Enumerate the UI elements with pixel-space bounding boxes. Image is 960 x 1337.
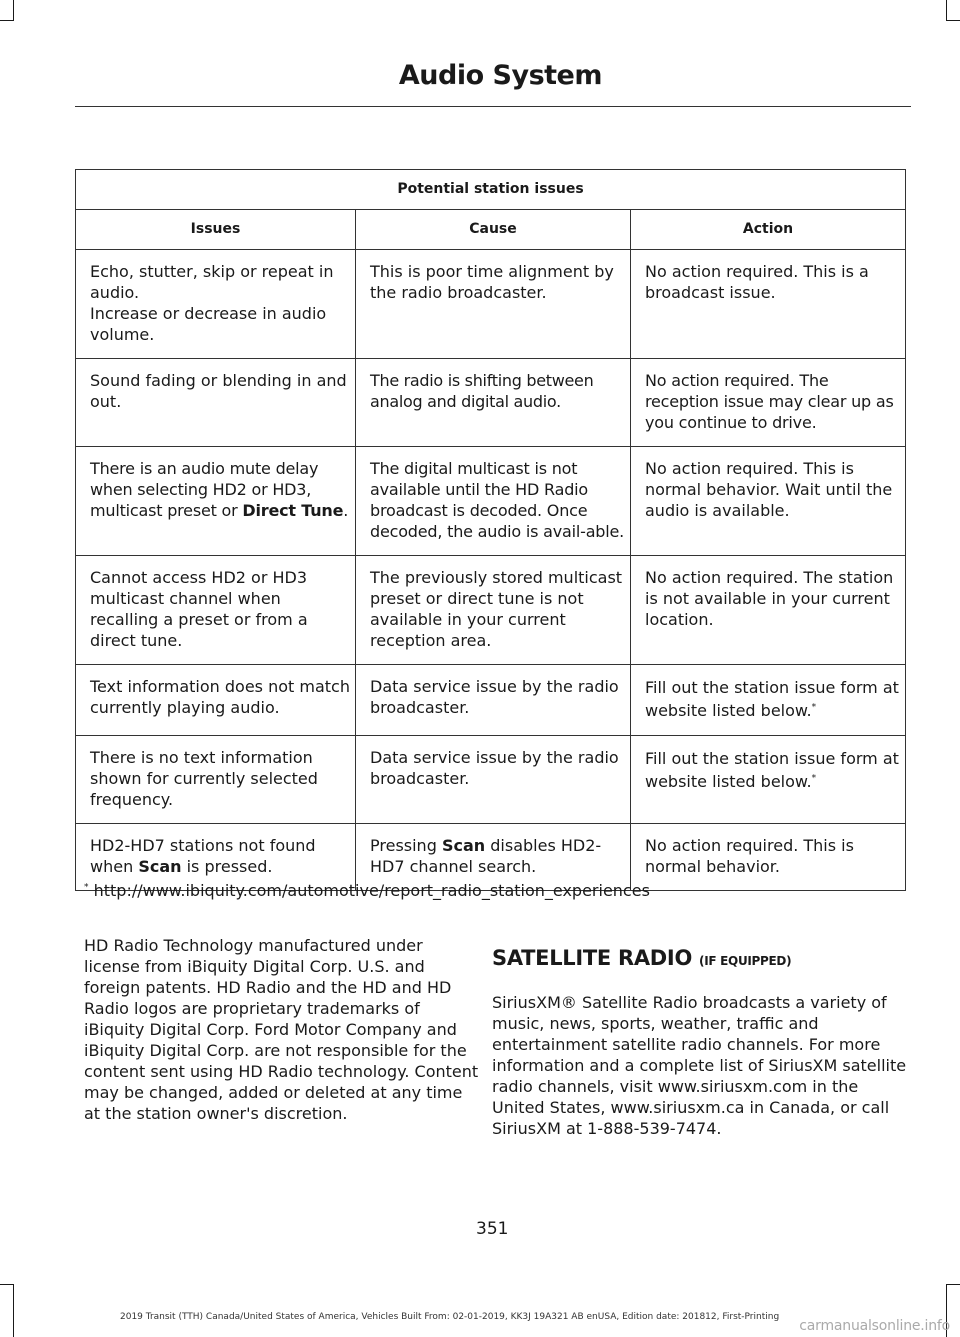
scan-label: Scan bbox=[138, 857, 182, 876]
action-cell bbox=[631, 665, 906, 736]
station-issues-table bbox=[75, 169, 906, 891]
cause-text: Pressing bbox=[370, 836, 437, 855]
table-footnote bbox=[84, 881, 650, 900]
action-cell: No action required. This is normal behavior. Wait until the audio is available. bbox=[631, 447, 906, 556]
scan-label: Scan bbox=[441, 836, 486, 855]
column-header-action: Action bbox=[631, 210, 906, 250]
cause-cell: Data service issue by the radio broadcaster. bbox=[356, 665, 631, 736]
column-header-cause: Cause bbox=[356, 210, 631, 250]
page-header-title: Audio System bbox=[398, 60, 602, 91]
action-cell bbox=[631, 736, 906, 824]
footnote-marker: * bbox=[811, 773, 817, 784]
satellite-radio-body: SiriusXM® Satellite Radio broadcasts a variety of music, news, sports, weather, traffic and entertainment satellite radio channels. For more information and a complete list of SiriusXM satellite radio channels, visit www.siriusxm.com in the United States, www.siriusxm.ca in Canada, or call SiriusXM at 1-888-539-7474. bbox=[492, 993, 907, 1138]
table-row bbox=[76, 736, 906, 824]
footnote-marker: * bbox=[811, 702, 817, 713]
issue-cell bbox=[76, 250, 356, 359]
table-row bbox=[76, 447, 906, 556]
issue-cell: Cannot access HD2 or HD3 multicast channel when recalling a preset or from a direct tune. bbox=[76, 556, 356, 665]
hd-radio-license-paragraph: HD Radio Technology manufactured under license from iBiquity Digital Corp. U.S. and foreign patents. HD Radio and the HD and HD Radio logos are proprietary trademarks of iBiquity Digital Corp. Ford Motor Company and iBiquity Digital Corp. are not responsible for the content sent using HD Radio technology. Content may be changed, added or deleted at any time at the station owner's discretion. bbox=[84, 936, 479, 1123]
cause-tail: disables HD2-HD7 channel search. bbox=[370, 836, 602, 876]
crop-mark-top-right-v bbox=[946, 0, 947, 20]
issue-tail: is pressed. bbox=[186, 857, 273, 876]
action-cell: No action required. The station is not available in your current location. bbox=[631, 556, 906, 665]
satellite-radio-heading bbox=[492, 948, 912, 972]
action-cell: No action required. The reception issue may clear up as you continue to drive. bbox=[631, 359, 906, 447]
cause-cell: The radio is shifting between analog and digital audio. bbox=[356, 359, 631, 447]
satellite-radio-title: SATELLITE RADIO bbox=[492, 946, 692, 970]
crop-mark-top-left-v bbox=[13, 0, 14, 20]
table-row bbox=[76, 665, 906, 736]
direct-tune-label: Direct Tune bbox=[242, 501, 344, 520]
action-cell: No action required. This is a broadcast issue. bbox=[631, 250, 906, 359]
cause-cell: Data service issue by the radio broadcaster. bbox=[356, 736, 631, 824]
issue-text: There is an audio mute delay when selecting HD2 or HD3, multicast preset or bbox=[90, 459, 319, 520]
crop-mark-bottom-left-v bbox=[13, 1284, 14, 1337]
crop-mark-top-left-h bbox=[0, 20, 14, 21]
table-row bbox=[76, 250, 906, 359]
issue-cell: Sound fading or blending in and out. bbox=[76, 359, 356, 447]
header-rule bbox=[75, 106, 911, 107]
cause-cell: This is poor time alignment by the radio broadcaster. bbox=[356, 250, 631, 359]
footnote-url: http://www.ibiquity.com/automotive/report_radio_station_experiences bbox=[93, 881, 650, 900]
issue-tail: . bbox=[343, 501, 349, 520]
issue-cell: Text information does not match currently playing audio. bbox=[76, 665, 356, 736]
footnote-marker: * bbox=[84, 882, 89, 893]
satellite-radio-section bbox=[492, 935, 912, 1139]
crop-mark-top-right-h bbox=[946, 20, 960, 21]
issue-text: HD2-HD7 stations not found when bbox=[90, 836, 316, 876]
page-number: 351 bbox=[476, 1219, 509, 1239]
table-caption: Potential station issues bbox=[76, 170, 906, 210]
cause-cell: The previously stored multicast preset or direct tune is not available in your current reception area. bbox=[356, 556, 631, 665]
action-cell: No action required. This is normal behavior. bbox=[631, 824, 906, 891]
crop-mark-bottom-right-h bbox=[946, 1284, 960, 1285]
table-row bbox=[76, 359, 906, 447]
cause-cell: The digital multicast is not available until the HD Radio broadcast is decoded. Once decoded, the audio is avail-able. bbox=[356, 447, 631, 556]
issue-line: Increase or decrease in audio volume. bbox=[90, 304, 327, 344]
watermark: carmanualsonline.info bbox=[799, 1318, 950, 1334]
column-header-issues: Issues bbox=[76, 210, 356, 250]
issue-cell: There is no text information shown for currently selected frequency. bbox=[76, 736, 356, 824]
issue-line: Echo, stutter, skip or repeat in audio. bbox=[90, 262, 334, 302]
action-text: Fill out the station issue form at website listed below. bbox=[645, 749, 899, 791]
issue-cell bbox=[76, 447, 356, 556]
crop-mark-bottom-left-h bbox=[0, 1284, 14, 1285]
edition-line: 2019 Transit (TTH) Canada/United States of America, Vehicles Built From: 02-01-2019, KK3J 19A321 AB enUSA, Edition date: 201812, First-Printing bbox=[120, 1312, 780, 1322]
satellite-radio-qualifier: (IF EQUIPPED) bbox=[699, 954, 792, 968]
action-text: Fill out the station issue form at website listed below. bbox=[645, 678, 899, 720]
table-row bbox=[76, 556, 906, 665]
